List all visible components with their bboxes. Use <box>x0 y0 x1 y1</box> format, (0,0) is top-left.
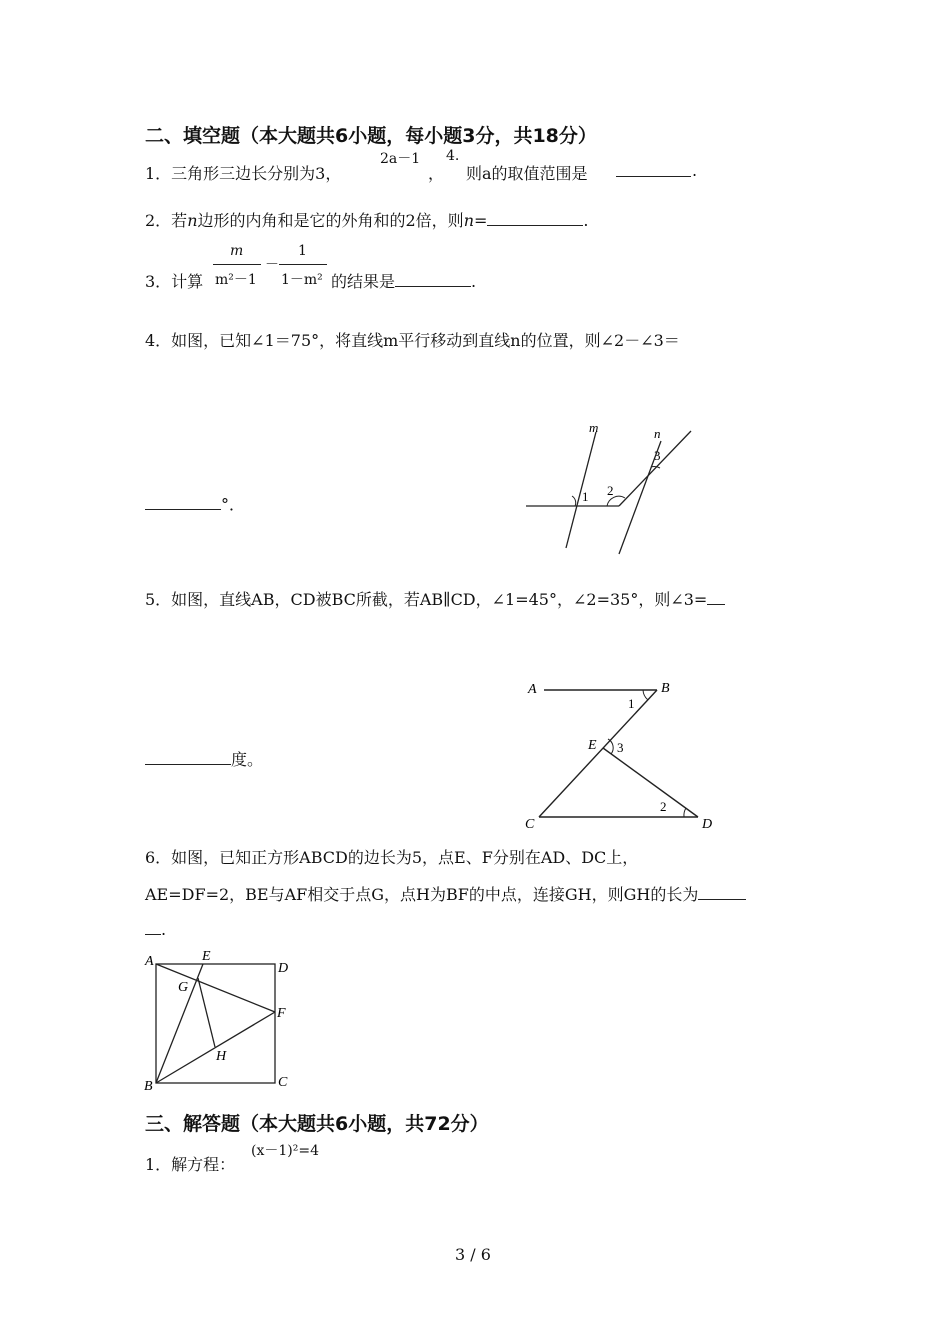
q3-end: . <box>471 272 477 291</box>
q3-minus: － <box>265 257 279 273</box>
q4-text: 4．如图，已知∠1＝75°，将直线m平行移动到直线n的位置，则∠2－∠3＝ <box>145 331 680 350</box>
q2-answer-blank[interactable] <box>487 211 583 226</box>
q2-var-n2: n <box>463 211 474 230</box>
fig6-label-e: E <box>202 949 211 964</box>
fig4-oblique-line <box>619 431 691 506</box>
fig4-label-m: m <box>589 420 599 435</box>
section3-title: 三、解答题（本大题共6小题，共72分） <box>145 1113 489 1135</box>
fig4-label-1: 1 <box>582 489 589 504</box>
q3-frac2-den: 1－m² <box>281 272 323 288</box>
q4-answer-line <box>145 492 245 515</box>
q5-answer-blank-b[interactable] <box>145 750 231 765</box>
fig5-label-c: C <box>525 817 535 832</box>
q6-figure <box>140 945 300 1095</box>
q2-line <box>145 208 589 231</box>
fig6-line-gh <box>198 978 215 1047</box>
s3-q1-expr: (x－1)²=4 <box>251 1143 319 1159</box>
q1-end: . <box>692 161 698 180</box>
fig6-label-h: H <box>216 1049 227 1064</box>
q2-end: . <box>583 211 589 230</box>
q1-expr: 2a－1 <box>380 151 421 167</box>
page-number: 3 / 6 <box>455 1245 491 1264</box>
q4-answer-blank[interactable] <box>145 495 221 510</box>
q4-figure <box>520 415 705 560</box>
q3-answer-blank[interactable] <box>395 272 471 287</box>
fig5-angle1-arc <box>643 690 648 700</box>
fig5-label-a: A <box>528 682 537 697</box>
fig6-label-g: G <box>178 980 189 995</box>
fig5-label-e: E <box>588 738 597 753</box>
fig6-line-bf <box>156 1012 275 1083</box>
q6-line2-wrap <box>145 882 746 905</box>
q6-line2: AE=DF=2，BE与AF相交于点G，点H为BF的中点，连接GH，则GH的长为 <box>145 885 699 904</box>
fig6-label-b: B <box>144 1079 153 1094</box>
fig5-label-d: D <box>702 817 713 832</box>
s3-q1-text: 1．解方程： <box>145 1155 236 1174</box>
q3-frac1-num: m <box>230 243 244 259</box>
q5-end: 度。 <box>231 750 264 769</box>
q2-text-b: 边形的内角和是它的外角和的2倍，则 <box>197 211 464 230</box>
q5-answer-line <box>145 747 263 770</box>
q2-eq: = <box>474 211 488 230</box>
fig6-line-af <box>156 964 275 1012</box>
fig6-square <box>156 964 275 1083</box>
fig5-label-2: 2 <box>660 799 667 814</box>
q5-figure <box>520 675 725 835</box>
q3-text-a: 3．计算 <box>145 272 204 291</box>
q3-frac2-num: 1 <box>298 243 307 259</box>
section2-title: 二、填空题（本大题共6小题，每小题3分，共18分） <box>145 125 597 147</box>
q3-text-b: 的结果是 <box>331 272 396 291</box>
fig5-label-b: B <box>661 681 670 696</box>
q6-line3 <box>145 920 166 939</box>
q2-var-n: n <box>187 211 198 230</box>
q6-answer-blank-a[interactable] <box>698 885 746 900</box>
fig6-label-d: D <box>278 961 289 976</box>
q3-line-b <box>331 269 476 292</box>
fig4-angle1-arc <box>572 496 576 506</box>
fig5-line-ed <box>603 748 698 817</box>
fig5-line-bc <box>539 690 657 817</box>
fig5-angle2-arc <box>684 808 686 817</box>
fig6-label-c: C <box>278 1075 288 1090</box>
q1-answer-blank[interactable] <box>616 162 691 181</box>
fig4-label-n: n <box>654 426 661 441</box>
fig5-label-1: 1 <box>628 696 635 711</box>
fig6-label-a: A <box>145 954 154 969</box>
q2-text-a: 2．若 <box>145 211 188 230</box>
q3-frac1-bar <box>213 264 261 265</box>
fig4-label-3: 3 <box>654 448 661 463</box>
q5-answer-blank-a[interactable] <box>707 590 725 605</box>
fig6-label-f: F <box>277 1006 286 1021</box>
q1-text-b: 则a的取值范围是 <box>466 164 588 183</box>
q4-end: °． <box>221 495 246 514</box>
q6-line1: 6．如图，已知正方形ABCD的边长为5，点E、F分别在AD、DC上， <box>145 848 639 867</box>
q6-end: . <box>161 920 167 939</box>
q1-text-a: 1．三角形三边长分别为3， <box>145 164 342 183</box>
q3-frac2-bar <box>279 264 327 265</box>
q5-text: 5．如图，直线AB，CD被BC所截，若AB∥CD，∠1=45°，∠2=35°，则∠3= <box>145 590 708 609</box>
q3-frac1-den: m²－1 <box>215 272 257 288</box>
fig5-label-3: 3 <box>617 740 624 755</box>
fig4-label-2: 2 <box>607 483 614 498</box>
q6-answer-blank-b[interactable] <box>145 920 161 935</box>
q1-four: 4. <box>446 148 460 164</box>
q1-sep: ， <box>428 164 445 183</box>
q5-line <box>145 587 725 610</box>
fig4-line-m <box>566 432 596 548</box>
